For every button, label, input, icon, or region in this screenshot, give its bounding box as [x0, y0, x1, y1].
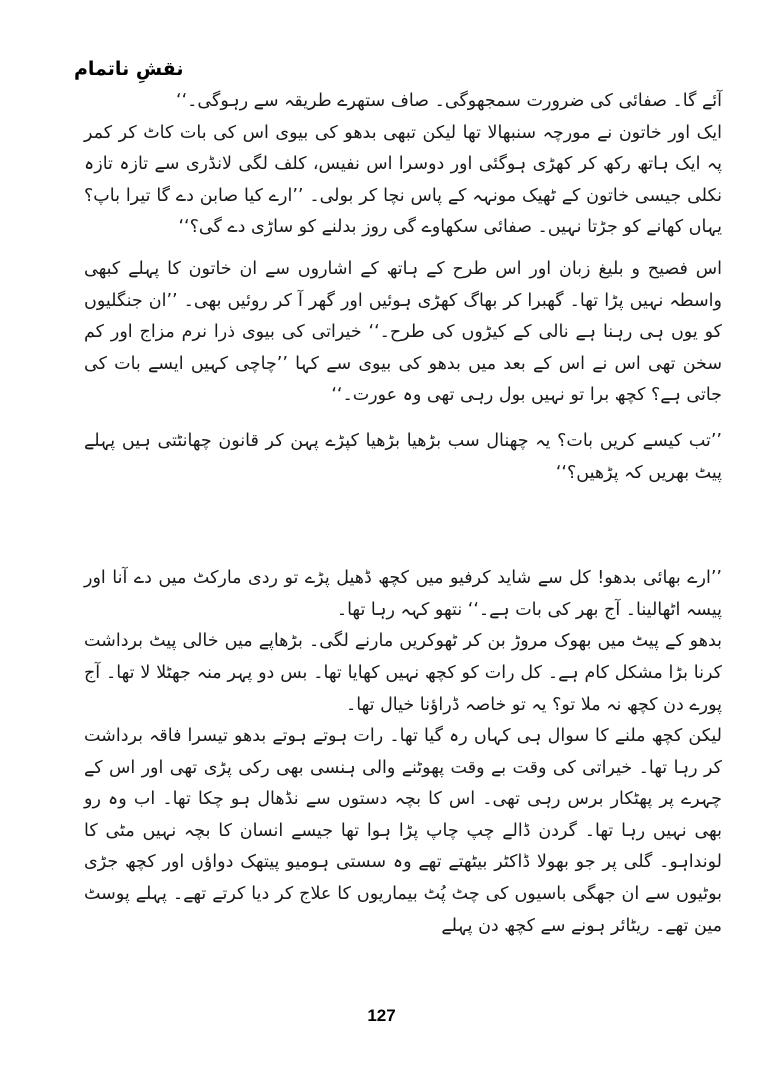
paragraph: آئے گا۔ صفائی کی ضرورت سمجھوگی۔ صاف ستھرے طریقہ سے رہوگی۔‘‘: [176, 91, 722, 111]
running-header-title: نقشِ ناتمام: [74, 58, 184, 80]
page-number: 127: [367, 1006, 396, 1025]
paragraph: ’’تب کیسے کریں بات؟ یہ چھنال سب بڑھیا بڑھیا کپڑے پہن کر قانون چھانٹتی ہیں پہلے پیٹ بھریں کہ پڑھیں؟‘‘: [84, 430, 722, 483]
paragraph: ’’ارے بھائی بدھو! کل سے شاید کرفیو میں کچھ ڈھیل پڑے تو ردی مارکٹ میں دے آنا اور پیسہ اٹھالینا۔ آج بھر کی بات ہے۔‘‘ نتھو کہہ رہا تھا۔: [84, 568, 722, 620]
paragraph: ایک اور خاتون نے مورچہ سنبھالا تھا لیکن تبھی بدھو کی بیوی اس کی بات کاٹ کر کمر پہ ایک ہاتھ رکھ کر کھڑی ہوگئی اور دوسرا اس نفیس، کلف لگی لانڈری سے تازہ تازہ نکلی جیسی خاتون کے ٹھیک مونہہ کے پاس نچا کر بولی۔ ’’ارے کیا صابن دے گا تیرا باپ؟ یہاں کھانے کو جڑتا نہیں۔ صفائی سکھاوے گی روز بدلنے کو ساڑی دے گی؟‘‘: [84, 122, 722, 238]
paragraph: اس فصیح و بلیغ زبان اور اس طرح کے ہاتھ کے اشاروں سے ان خاتون کا پہلے کبھی واسطہ نہیں پڑا تھا۔ گھبرا کر بھاگ کھڑی ہوئیں اور گھر آ کر روئیں بھی۔ ’’ان جنگلیوں کو یوں ہی رہنا ہے نالی کے کیڑوں کی طرح۔‘‘ خیراتی کی بیوی ذرا نرم مزاج اور کم سخن تھی اس نے اس کے بعد میں بدھو کی بیوی سے کہا ’’چاچی کہیں ایسے بات کی جاتی ہے؟ کچھ برا تو نہیں بول رہی تھی وہ عورت۔‘‘: [84, 258, 722, 406]
paragraph: بدھو کے پیٹ میں بھوک مروڑ بن کر ٹھوکریں مارنے لگی۔ بڑھاپے میں خالی پیٹ برداشت کرنا بڑا مشکل کام ہے۔ کل رات کو کچھ نہیں کھایا تھا۔ بس دو پہر منہ جھٹلا لا تھا۔ آج پورے دن کچھ نہ ملا تو؟ یہ تو خاصہ ڈراؤنا خیال تھا۔: [84, 631, 722, 715]
paragraph: لیکن کچھ ملنے کا سوال ہی کہاں رہ گیا تھا۔ رات ہوتے ہوتے بدھو تیسرا فاقہ برداشت کر رہا تھا۔ خیراتی کی وقت بے وقت پھوٹنے والی ہنسی بھی رکی پڑی تھی اور اس کے چہرے پر پھٹکار برس رہی تھی۔ اس کا بچہ دستوں سے نڈھال ہو چکا تھا۔ اب وہ رو بھی نہیں رہا تھا۔ گردن ڈالے چپ چاپ پڑا ہوا تھا جیسے انسان کا بچہ نہیں مٹی کا لونداہو۔ گلی پر جو بھولا ڈاکٹر بیٹھتے تھے وہ سستی ہومیو پیتھک دواؤں اور کچھ جڑی بوٹیوں سے ان جھگی باسیوں کی چٹ پُٹ بیماریوں کا علاج کر دیا کرتے تھے۔ پہلے پوسٹ مین تھے۔ ریٹائر ہونے سے کچھ دن پہلے: [84, 726, 722, 936]
body-text: [84, 86, 722, 942]
